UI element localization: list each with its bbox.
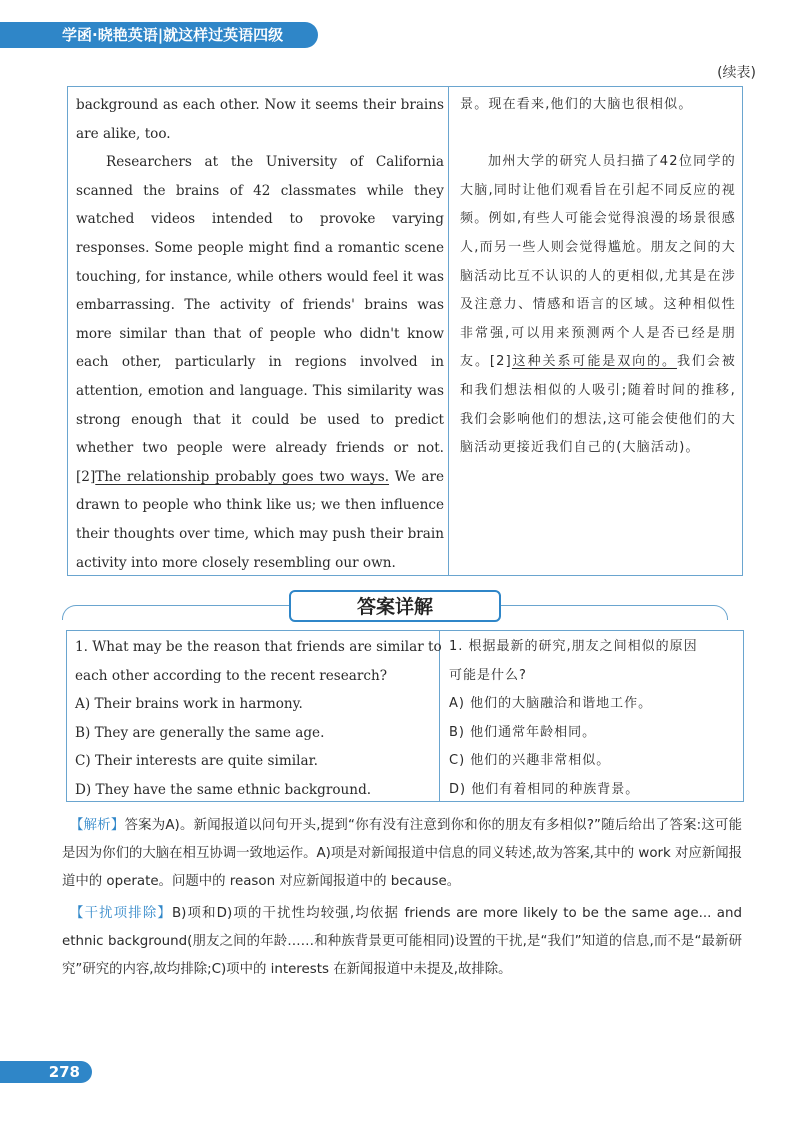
english-paragraph-2: Researchers at the University of California scanned the brains of 42 classmates while they watched videos intended to provoke varying responses. Some people might find a romantic scene touching, for instance, while others would feel it was embarrassing. The activity of friends' brains was more similar than that of people who didn't know each other, particularly in regions involved in attention, emotion and language. This similarity was strong enough that it could be used to predict whether two people were already friends or not. [2]The relationship probably goes two ways. We are drawn to people who think like us; we then influence their thoughts over time, which may push their brain activity into more closely resembling our own. xyxy=(76,154,445,571)
question-table xyxy=(66,630,744,802)
distractor-paragraph: 【干扰项排除】B)项和D)项的干扰性均较强,均依据 friends are more likely to be the same age... and ethnic background(朋友之间的年龄……和种族背景更可能相同)设置的干扰,是“我们”知道的信息,而不是“最新研究”研究的内容,故均排除;C)项中的 interests 在新闻报道中未提及,故排除。 xyxy=(62,906,742,977)
distractor-tag: 【干扰项排除】 xyxy=(70,906,172,921)
key-sentence-en: The relationship probably goes two ways. xyxy=(95,468,390,485)
key-sentence-cn: 这种关系可能是双向的。 xyxy=(511,354,677,370)
chinese-paragraph-1: 景。现在看来,他们的大脑也很相似。 xyxy=(460,97,693,112)
continued-label: (续表) xyxy=(717,65,756,81)
option-a-cn: A) 他们的大脑融洽和谐地工作。 xyxy=(449,696,653,712)
option-b-cn: B) 他们通常年龄相同。 xyxy=(449,724,597,740)
page-number: 278 xyxy=(0,1061,92,1083)
chinese-paragraph-2: 加州大学的研究人员扫描了42位同学的大脑,同时让他们观看旨在引起不同反应的视频。例如,有些人可能会觉得浪漫的场景很感人,而另一些人则会觉得尴尬。朋友之间的大脑活动比互不认识的人的更相似,尤其是在涉及注意力、情感和语言的区域。这种相似性非常强,可以用来预测两个人是否已经是朋友。[2]这种关系可能是双向的。我们会被和我们想法相似的人吸引;随着时间的推移,我们会影响他们的想法,这可能会使他们的大脑活动更接近我们自己的(大脑活动)。 xyxy=(460,154,737,456)
option-b: B) They are generally the same age. xyxy=(75,724,325,741)
english-paragraph-1: background as each other. Now it seems their brains are alike, too. xyxy=(76,97,444,142)
column-divider xyxy=(439,631,440,801)
marker-2-cn: [2] xyxy=(489,354,512,370)
passage-table xyxy=(67,86,743,576)
marker-2: [2] xyxy=(76,468,96,485)
option-c: C) Their interests are quite similar. xyxy=(75,753,318,770)
column-divider xyxy=(448,87,449,575)
option-a: A) Their brains work in harmony. xyxy=(75,696,303,713)
analysis-paragraph: 【解析】答案为A)。新闻报道以问句开头,提到“你有没有注意到你和你的朋友有多相似?”随后给出了答案:这可能是因为你们的大脑在相互协调一致地运作。A)项是对新闻报道中信息的同义转述,故为答案,其中的 work 对应新闻报道中的 operate。问题中的 reason 对应新闻报道中的 because。 xyxy=(62,818,742,889)
section-title: 答案详解 xyxy=(289,590,501,622)
option-d-cn: D) 他们有着相同的种族背景。 xyxy=(449,781,640,797)
question-stem: each other according to the recent research? xyxy=(75,667,388,684)
option-c-cn: C) 他们的兴趣非常相似。 xyxy=(449,753,611,769)
chinese-translation xyxy=(460,91,736,463)
answer-analysis xyxy=(62,812,742,988)
analysis-tag: 【解析】 xyxy=(70,818,125,833)
question-stem-cn: 可能是什么? xyxy=(449,667,527,683)
option-d: D) They have the same ethnic background. xyxy=(75,781,372,798)
question-english xyxy=(75,633,442,805)
question-stem: 1. What may be the reason that friends are similar to xyxy=(75,639,442,655)
question-chinese xyxy=(449,633,739,805)
question-stem-cn: 1. 根据最新的研究,朋友之间相似的原因 xyxy=(449,639,698,654)
english-passage xyxy=(76,91,444,577)
book-header-banner: 学函·晓艳英语|就这样过英语四级 xyxy=(0,22,318,48)
